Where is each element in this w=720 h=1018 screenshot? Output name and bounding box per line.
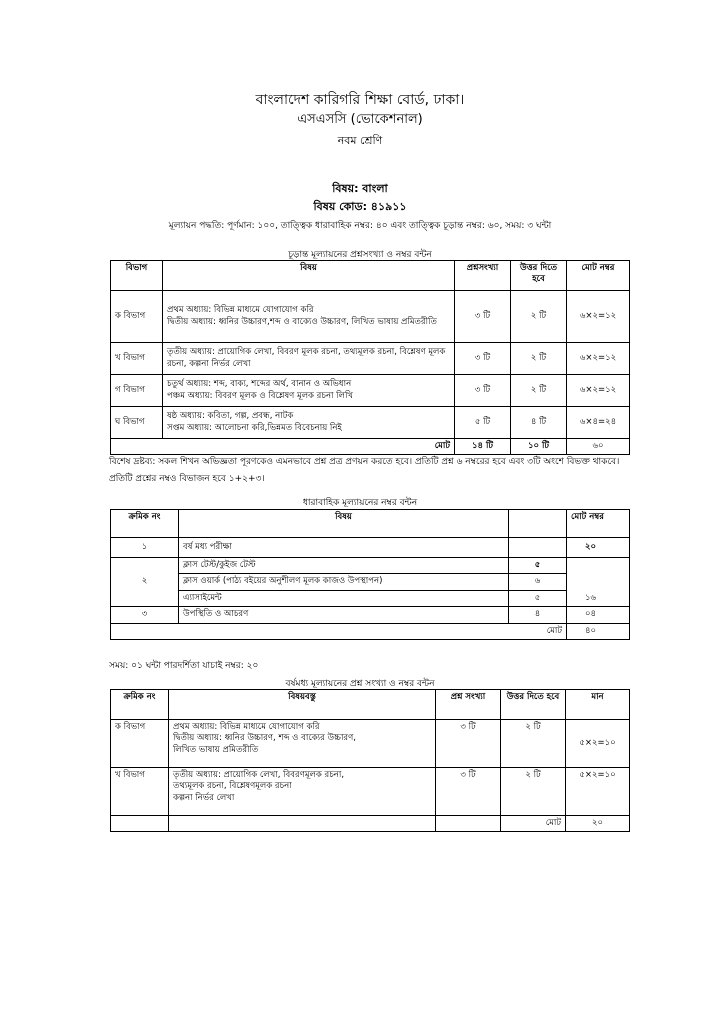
topic-cell: প্রথম অধ্যায়: বিভিন্ন মাধ্যমে যোগাযোগ করি দ্বিতীয় অধ্যায়: ধ্বনির উচ্চারণ,শব্দ ও বাক্যেও উচ্চারণ, লিখিত ভাষায় প্রমিতরীতি: [163, 291, 455, 343]
questions-cell: ৫ টি: [455, 407, 511, 439]
topic-cell: তৃতীয় অধ্যায়: প্রায়োগিক লেখা, বিবরণ মূলক রচনা, তথ্যমূলক রচনা, বিশ্লেষণ মূলক রচনা, কল্পনা নির্ভর লেখা: [163, 343, 455, 375]
answer-cell: ৪ টি: [511, 407, 567, 439]
col-header: বিষয়বস্তু: [169, 690, 436, 720]
empty-cell: [509, 538, 567, 558]
table-row: [111, 291, 630, 343]
topic-cell: ক্লাস টেস্ট/কুইজ টেস্ট: [179, 558, 509, 574]
col-header: [509, 510, 567, 538]
topic-cell: বর্ষ মধ্য পরীক্ষা: [179, 538, 509, 558]
answer-cell: ২ টি: [501, 720, 566, 768]
subject-code: বিষয় কোড: ৪১৯১১: [313, 200, 407, 213]
total-row: [111, 439, 630, 455]
total-marks: ৪০: [567, 623, 630, 639]
section-cell: খ বিভাগ: [111, 768, 169, 816]
questions-cell: ৩ টি: [436, 720, 501, 768]
sub-marks-cell: ৪: [509, 607, 567, 623]
class-title: নবম শ্রেণি: [337, 134, 383, 147]
empty-cell: [111, 816, 169, 832]
topic-cell: ক্লাস ওয়ার্ক (পাঠ্য বইয়ের অনুশীলণ মূলক কাজও উপস্থাপন): [179, 574, 509, 590]
col-header: উত্তর দিতে হবে: [511, 261, 567, 291]
subject-name: বিষয়: বাংলা: [332, 182, 388, 195]
answer-cell: ২ টি: [511, 343, 567, 375]
evaluation-method: মূল্যায়ন পদ্ধতি: পূর্ণমান: ১০০, তাত্ত্বিক ধারাবাহিক নম্বর: ৪০ এবং তাত্ত্বিক চূড়ান্ত নম্বর: ৬০, সময়: ৩ ঘন্টা: [168, 221, 552, 231]
table-row: [111, 407, 630, 439]
section-cell: ঘ বিভাগ: [111, 407, 163, 439]
col-header: প্রশ্নসংখ্যা: [455, 261, 511, 291]
total-label: মোট: [111, 623, 567, 639]
continuous-evaluation-table: [110, 509, 630, 640]
topic-cell: ষষ্ঠ অধ্যায়: কবিতা, গল্প, প্রবন্ধ, নাটক সপ্তম অধ্যায়: আলোচনা করি,ভিন্নমত বিবেচনায় নিই: [163, 407, 455, 439]
program-title: এসএসসি (ভোকেশনাল): [297, 112, 423, 127]
questions-cell: ৩ টি: [455, 291, 511, 343]
topic-cell: উপস্থিতি ও আচরণ: [179, 607, 509, 623]
col-header: ক্রমিক নং: [111, 510, 179, 538]
topic-cell: প্রথম অধ্যায়: বিভিন্ন মাধ্যমে যোগাযোগ করি দ্বিতীয় অধ্যায়: ধ্বনির উচ্চারণ, শব্দ ও বাক্যের উচ্চারণ, লিখিত ভাষায় প্রমিতরীতি: [169, 720, 436, 768]
total-row: [111, 816, 630, 832]
sub-marks-cell: ৫: [509, 590, 567, 606]
col-header: মান: [566, 690, 630, 720]
final-table-caption: চূড়ান্ত মূল্যায়নের প্রশ্নসংখ্যা ও নম্বর বন্টন: [288, 250, 432, 260]
col-header: মোট নম্বর: [567, 510, 630, 538]
section-cell: খ বিভাগ: [111, 343, 163, 375]
table-row: [111, 538, 630, 558]
empty-cell: [169, 816, 436, 832]
answer-cell: ২ টি: [511, 291, 567, 343]
table-row: [111, 574, 630, 590]
serial-cell: ৩: [111, 607, 179, 623]
col-header: প্রশ্ন সংখ্যা: [436, 690, 501, 720]
serial-cell: ১: [111, 538, 179, 558]
section-cell: গ বিভাগ: [111, 375, 163, 407]
table-row: [111, 590, 630, 606]
marks-cell: ২০: [567, 538, 630, 558]
table-row: [111, 343, 630, 375]
col-header: বিভাগ: [111, 261, 163, 291]
marks-cell: ৬×২=১২: [567, 375, 630, 407]
table-row: [111, 558, 630, 574]
col-header: মোট নম্বর: [567, 261, 630, 291]
section-cell: ক বিভাগ: [111, 291, 163, 343]
midterm-table-caption: বর্ষমধ্য মূল্যায়নের প্রশ্ন সংখ্যা ও নম্বর বন্টন: [285, 679, 435, 689]
table-row: [111, 768, 630, 816]
col-header: বিষয়: [163, 261, 455, 291]
section-cell: ক বিভাগ: [111, 720, 169, 768]
marks-cell: ০৪: [567, 607, 630, 623]
col-header: বিষয়: [179, 510, 509, 538]
table-row: [111, 375, 630, 407]
total-marks: ২০: [566, 816, 630, 832]
total-answer: ১০ টি: [511, 439, 567, 455]
table-row: [111, 720, 630, 768]
board-title: বাংলাদেশ কারিগরি শিক্ষা বোর্ড, ঢাকা।: [255, 92, 465, 108]
questions-cell: ৩ টি: [455, 343, 511, 375]
total-marks: ৬০: [567, 439, 630, 455]
marks-cell: ১৬: [567, 558, 630, 607]
continuous-table-caption: ধারাবাহিক মূল্যায়নের নম্বর বন্টন: [302, 498, 418, 508]
special-note: বিশেষ দ্রষ্টব্য: সকল শিখন অভিজ্ঞতা পূরণকেও এমনভাবে প্রশ্ন প্রত্র প্রণয়ন করতে হবে। প্রতিটি প্রশ্ন ৬ নম্বরের হবে এবং ৩টি অংশে বিভক্ত থাকবে। প্রতিটি প্রশ্নের নম্বও বিভাজন হবে ১+২+৩।: [109, 457, 620, 484]
table-header-row: [111, 690, 630, 720]
col-header: ক্রমিক নং: [111, 690, 169, 720]
topic-cell: এ্যাসাইমেন্ট: [179, 590, 509, 606]
answer-cell: ২ টি: [501, 768, 566, 816]
performance-time-line: সময়: ০১ ঘন্টা পারদর্শিতা যাচাই নম্বর: ২০: [109, 661, 259, 671]
topic-cell: চতুর্থ অধ্যায়: শব্দ, বাক্য, শব্দের অর্থ, বানান ও অভিধান পঞ্চম অধ্যায়: বিবরণ মূলক ও বিশ্লেষণ মূলক রচনা লিখি: [163, 375, 455, 407]
total-label: মোট: [111, 439, 455, 455]
midterm-evaluation-table: [110, 689, 630, 832]
final-evaluation-table: [110, 260, 630, 455]
questions-cell: ৩ টি: [436, 768, 501, 816]
col-header: উত্তর দিতে হবে: [501, 690, 566, 720]
answer-cell: ২ টি: [511, 375, 567, 407]
total-row: [111, 623, 630, 639]
marks-cell: ৬×২=১২: [567, 343, 630, 375]
total-questions: ১৪ টি: [455, 439, 511, 455]
questions-cell: ৩ টি: [455, 375, 511, 407]
topic-cell: তৃতীয় অধ্যায়: প্রায়োগিক লেখা, বিবরণমূলক রচনা, তথ্যমূলক রচনা, বিশ্লেষণমূলক রচনা কল্পনা নির্ভর লেখা: [169, 768, 436, 816]
marks-cell: ৫×২=১০: [566, 768, 630, 816]
marks-cell: ৬×৪=২৪: [567, 407, 630, 439]
sub-marks-cell: ৫: [509, 558, 567, 574]
empty-cell: [436, 816, 501, 832]
sub-marks-cell: ৬: [509, 574, 567, 590]
table-header-row: [111, 510, 630, 538]
total-label: মোট: [501, 816, 566, 832]
table-header-row: [111, 261, 630, 291]
marks-cell: ৬×২=১২: [567, 291, 630, 343]
marks-cell: ৫×২=১০: [566, 720, 630, 768]
table-row: [111, 607, 630, 623]
serial-cell: ২: [111, 558, 179, 607]
